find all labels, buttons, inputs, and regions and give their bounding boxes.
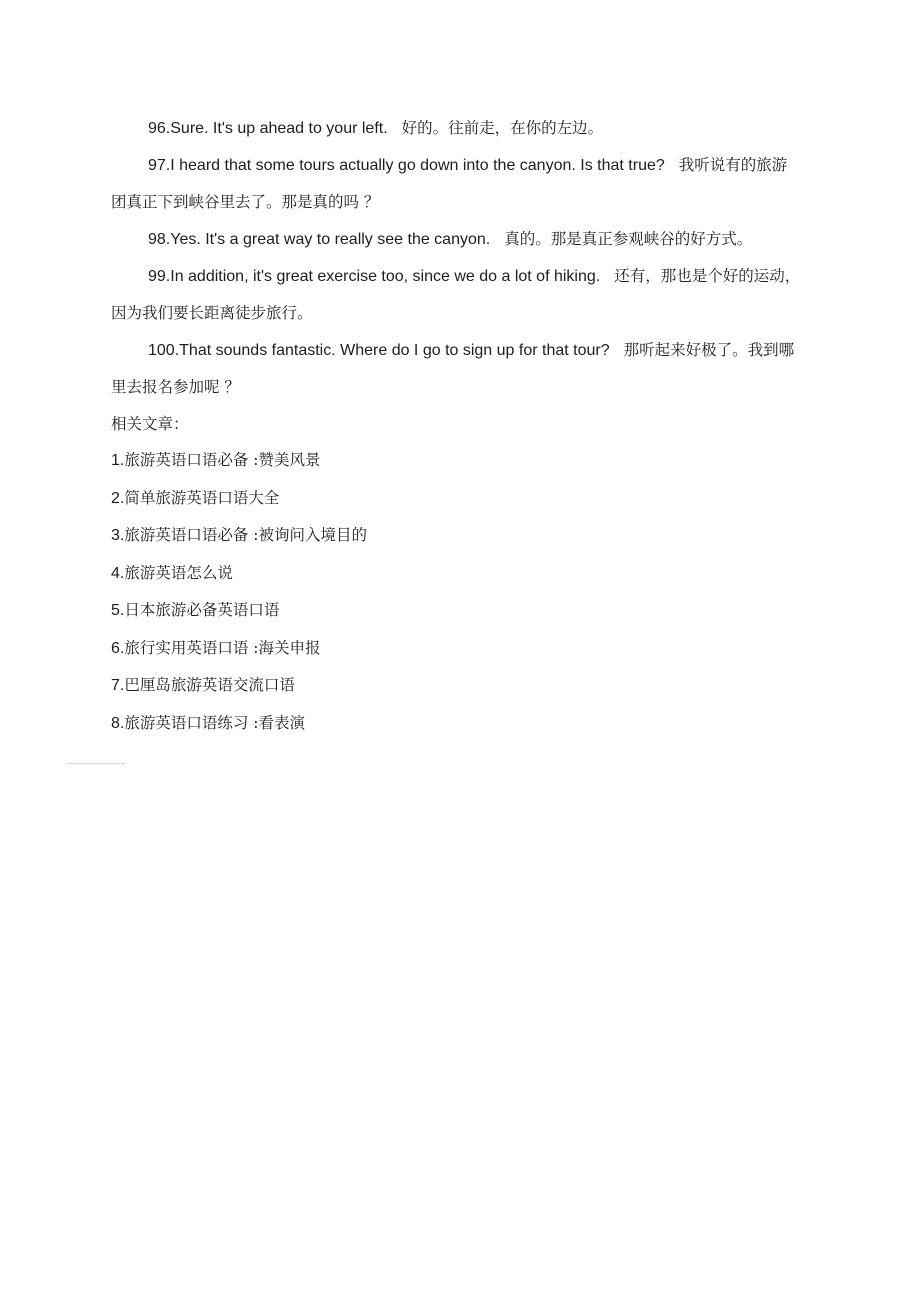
related-article-item[interactable] — [111, 517, 801, 555]
english-sentence: 98.Yes. It's a great way to really see the canyon. — [148, 231, 491, 248]
chinese-translation: 那听起来好极了。我到哪里去报名参加呢 ？ — [111, 341, 795, 396]
chinese-translation: 好的。往前走，在你的左边。 — [401, 119, 604, 137]
item-number: 3. — [111, 527, 125, 544]
article-title[interactable]: 巴厘岛旅游英语交流口语 — [124, 676, 295, 694]
related-article-item[interactable] — [111, 592, 801, 630]
document-body — [111, 110, 801, 742]
end-divider — [68, 763, 124, 764]
related-article-item[interactable] — [111, 667, 801, 705]
item-number: 2. — [111, 489, 125, 507]
chinese-translation: 我听说有的旅游团真正下到峡谷里去了。那是真的吗 ？ — [111, 156, 788, 211]
dialogue-line-98 — [111, 221, 801, 258]
item-number: 8. — [111, 714, 125, 732]
article-title[interactable]: 旅游英语口语必备 :赞美风景 — [124, 451, 321, 469]
english-sentence: 96.Sure. It's up ahead to your left. — [148, 120, 388, 137]
english-sentence: 99.In addition, it's great exercise too, since we do a lot of hiking. — [148, 268, 601, 285]
item-number: 4. — [111, 564, 125, 582]
related-article-item[interactable] — [111, 555, 801, 593]
english-sentence: 100.That sounds fantastic. Where do I go to sign up for that tour? — [148, 342, 610, 359]
item-number: 6. — [111, 639, 125, 657]
chinese-translation: 真的。那是真正参观峡谷的好方式。 — [504, 230, 753, 248]
article-title[interactable]: 旅行实用英语口语 :海关申报 — [124, 638, 321, 657]
related-article-item[interactable] — [111, 705, 801, 743]
article-title[interactable]: 旅游英语怎么说 — [124, 563, 233, 582]
dialogue-line-96 — [111, 110, 801, 147]
related-article-item[interactable] — [111, 630, 801, 668]
article-title[interactable]: 简单旅游英语口语大全 — [124, 488, 280, 507]
article-title[interactable]: 旅游英语口语必备 :被询问入境目的 — [124, 526, 367, 544]
dialogue-line-100 — [111, 332, 801, 406]
item-number: 5. — [111, 602, 125, 619]
item-number: 7. — [111, 677, 125, 694]
item-number: 1. — [111, 452, 125, 469]
article-title[interactable]: 日本旅游必备英语口语 — [124, 601, 280, 619]
related-article-item[interactable] — [111, 480, 801, 518]
related-articles-heading: 相关文章： — [111, 415, 189, 433]
dialogue-line-97 — [111, 147, 801, 221]
dialogue-line-99 — [111, 258, 801, 332]
chinese-translation: 还有，那也是个好的运动，因为我们要长距离徒步旅行。 — [111, 267, 801, 322]
article-title[interactable]: 旅游英语口语练习 :看表演 — [124, 713, 305, 732]
english-sentence: 97.I heard that some tours actually go down into the canyon. Is that true? — [148, 157, 665, 174]
related-article-item[interactable] — [111, 442, 801, 480]
related-articles-list — [111, 442, 801, 742]
